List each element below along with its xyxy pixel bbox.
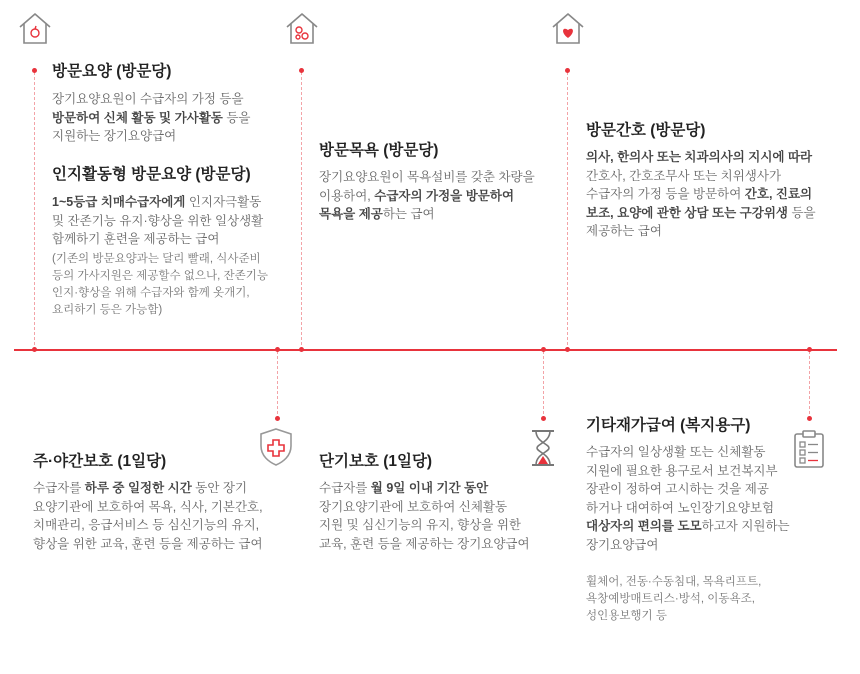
short-term-care-desc: 수급자를 월 9일 이내 기간 동안 장기요양기관에 보호하여 신체활동 지원 및 심신기능의 유지, 향상을 위한 교육, 훈련 등을 제공하는 장기요양급여 <box>319 481 530 551</box>
item-dot <box>541 416 546 421</box>
hourglass-icon <box>529 428 557 473</box>
house-apple-icon <box>17 10 53 51</box>
visit-care-desc: 장기요양요원이 수급자의 가정 등을 방문하여 신체 활동 및 가사활동 등을 지원하는 장기요양급여 <box>52 92 251 143</box>
other-home-benefit-title: 기타재가급여 (복지용구) <box>586 417 751 434</box>
connector-line <box>567 72 568 350</box>
day-night-care-title: 주·야간보호 (1일당) <box>33 453 167 470</box>
short-term-care-title: 단기보호 (1일당) <box>319 453 433 470</box>
connector-line <box>34 72 35 350</box>
connector-line <box>809 351 810 419</box>
house-heart-icon <box>550 10 586 51</box>
item-dot <box>807 416 812 421</box>
visit-nursing-desc: 의사, 한의사 또는 치과의사의 지시에 따라 간호사, 간호조무사 또는 치위생사가 수급자의 가정 등을 방문하여 간호, 진료의 보조, 요양에 관한 상담 또는 구강위생 등을 제공하는 급여 <box>586 150 816 238</box>
cognitive-care-desc: 1~5등급 치매수급자에게 인지자극활동 및 잔존기능 유지·향상을 위한 일상생활 함께하기 훈련을 제공하는 급여 <box>52 195 264 246</box>
other-home-benefit-note: 휠체어, 전동·수동침대, 목욕리프트, 욕창예방매트리스·방석, 이동욕조, 성인용보행기 등 <box>586 576 762 622</box>
cognitive-care-note: (기존의 방문요양과는 달리 빨래, 식사준비 등의 가사지원은 제공할수 없으나, 잔존기능 인지·향상을 위해 수급자와 함께 옷개기, 요리하기 등은 가능함) <box>52 253 268 316</box>
connector-line <box>301 72 302 350</box>
connector-line <box>277 351 278 419</box>
item-dot <box>275 416 280 421</box>
shield-cross-icon <box>256 426 296 473</box>
timeline-dot <box>807 347 812 352</box>
cognitive-care-title: 인지활동형 방문요양 (방문당) <box>52 166 251 183</box>
visit-bath-desc: 장기요양요원이 목욕설비를 갖춘 차량을 이용하여, 수급자의 가정을 방문하여 목욕을 제공하는 급여 <box>319 170 535 221</box>
connector-line <box>543 351 544 419</box>
timeline-dot <box>275 347 280 352</box>
house-bubbles-icon <box>284 10 320 51</box>
timeline-dot <box>299 347 304 352</box>
item-dot <box>299 68 304 73</box>
timeline-axis <box>14 349 837 351</box>
timeline-dot <box>541 347 546 352</box>
item-dot <box>565 68 570 73</box>
timeline-dot <box>565 347 570 352</box>
visit-nursing-title: 방문간호 (방문당) <box>586 122 706 139</box>
visit-care-title: 방문요양 (방문당) <box>52 63 172 80</box>
timeline-dot <box>32 347 37 352</box>
visit-bath-title: 방문목욕 (방문당) <box>319 142 439 159</box>
other-home-benefit-desc: 수급자의 일상생활 또는 신체활동 지원에 필요한 용구로서 보건복지부 장관이 정하여 고시하는 것을 제공 하거나 대여하여 노인장기요양보험 대상자의 편의를 도모하고자 지원하는 장기요양급여 <box>586 445 790 552</box>
item-dot <box>32 68 37 73</box>
day-night-care-desc: 수급자를 하루 중 일정한 시간 동안 장기 요양기관에 보호하여 목욕, 식사, 기본간호, 치매관리, 응급서비스 등 심신기능의 유지, 향상을 위한 교육, 훈련 등을 제공하는 급여 <box>33 481 263 551</box>
